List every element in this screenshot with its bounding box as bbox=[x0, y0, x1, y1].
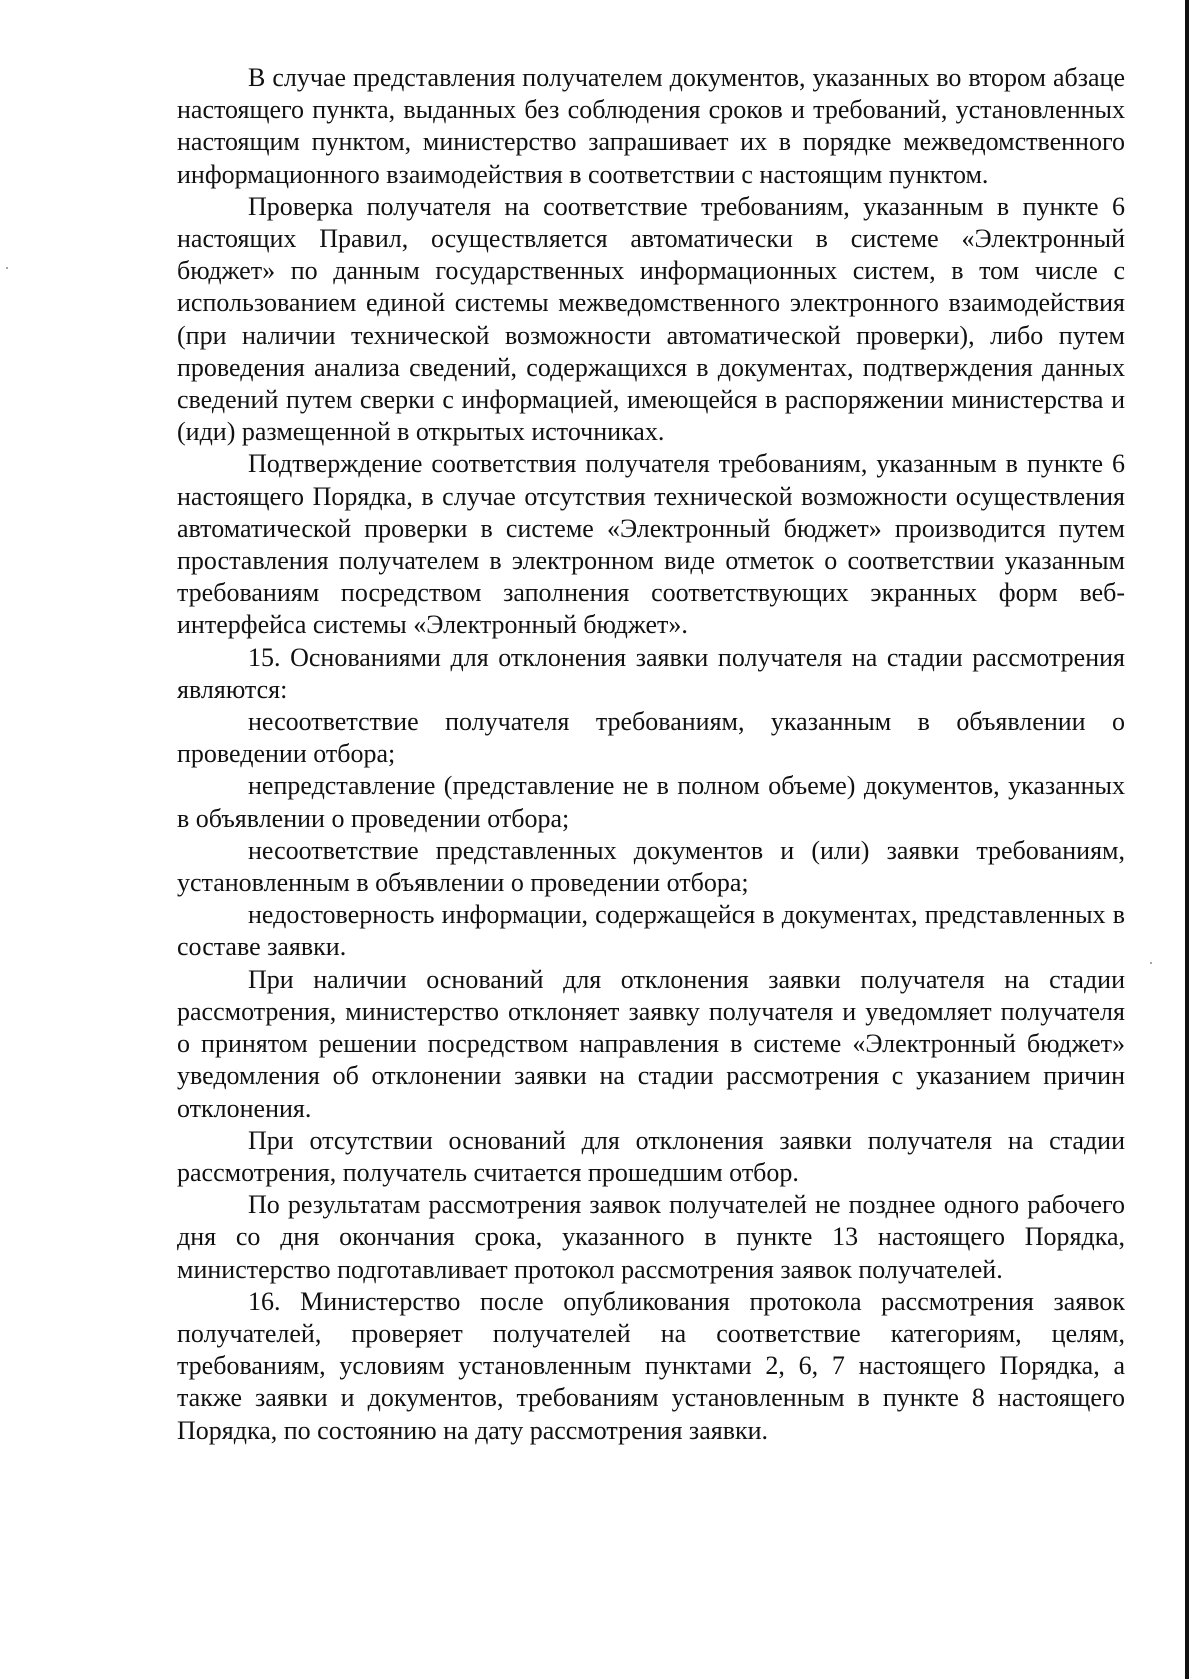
paragraph: При отсутствии оснований для отклонения заявки получателя на стадии рассмотрения, получатель считается прошедшим отбор. bbox=[177, 1125, 1125, 1187]
paragraph: Проверка получателя на соответствие требованиям, указанным в пункте 6 настоящих Правил, осуществляется автоматически в системе «Электронный бюджет» по данным государственных информационных систем, в том числе с использованием единой системы межведомственного электронного взаимодействия (при наличии технической возможности автоматической проверки), либо путем проведения анализа сведений, содержащихся в документах, подтверждения данных сведений путем сверки с информацией, имеющейся в распоряжении министерства и (иди) размещенной в открытых источниках. bbox=[177, 191, 1125, 447]
paragraph: При наличии оснований для отклонения заявки получателя на стадии рассмотрения, министерство отклоняет заявку получателя и уведомляет получателя о принятом решении посредством направления в системе «Электронный бюджет» уведомления об отклонении заявки на стадии рассмотрения с указанием причин отклонения. bbox=[177, 964, 1125, 1123]
paragraph: По результатам рассмотрения заявок получателей не позднее одного рабочего дня со дня окончания срока, указанного в пункте 13 настоящего Порядка, министерство подготавливает протокол рассмотрения заявок получателей. bbox=[177, 1190, 1125, 1284]
list-item: несоответствие получателя требованиям, указанным в объявлении о проведении отбора; bbox=[177, 707, 1125, 769]
scan-speck bbox=[6, 267, 8, 269]
paragraph: 15. Основаниями для отклонения заявки получателя на стадии рассмотрения являются: bbox=[177, 642, 1125, 704]
paragraph: В случае представления получателем документов, указанных во втором абзаце настоящего пункта, выданных без соблюдения сроков и требований, установленных настоящим пунктом, министерство запрашивает их в порядке межведомственного информационного взаимодействия в соответствии с настоящим пунктом. bbox=[177, 63, 1125, 189]
paragraph: 16. Министерство после опубликования протокола рассмотрения заявок получателей, проверяет получателей на соответствие категориям, целям, требованиям, условиям установленным пунктами 2, 6, 7 настоящего Порядка, а также заявки и документов, требованиям установленным в пункте 8 настоящего Порядка, по состоянию на дату рассмотрения заявки. bbox=[177, 1286, 1125, 1445]
paragraph: Подтверждение соответствия получателя требованиям, указанным в пункте 6 настоящего Порядка, в случае отсутствия технической возможности осуществления автоматической проверки в системе «Электронный бюджет» производится путем проставления получателем в электронном виде отметок о соответствии указанным требованиям посредством заполнения соответствующих экранных форм веб-интерфейса системы «Электронный бюджет». bbox=[177, 449, 1125, 640]
list-item: недостоверность информации, содержащейся в документах, представленных в составе заявки. bbox=[177, 900, 1125, 962]
list-item: несоответствие представленных документов и (или) заявки требованиям, установленным в объявлении о проведении отбора; bbox=[177, 835, 1125, 898]
list-item: непредставление (представление не в полном объеме) документов, указанных в объявлении о проведении отбора; bbox=[177, 771, 1125, 833]
scan-page-edge bbox=[1185, 0, 1189, 1679]
scan-speck bbox=[1150, 962, 1152, 964]
document-body bbox=[177, 62, 1125, 1447]
